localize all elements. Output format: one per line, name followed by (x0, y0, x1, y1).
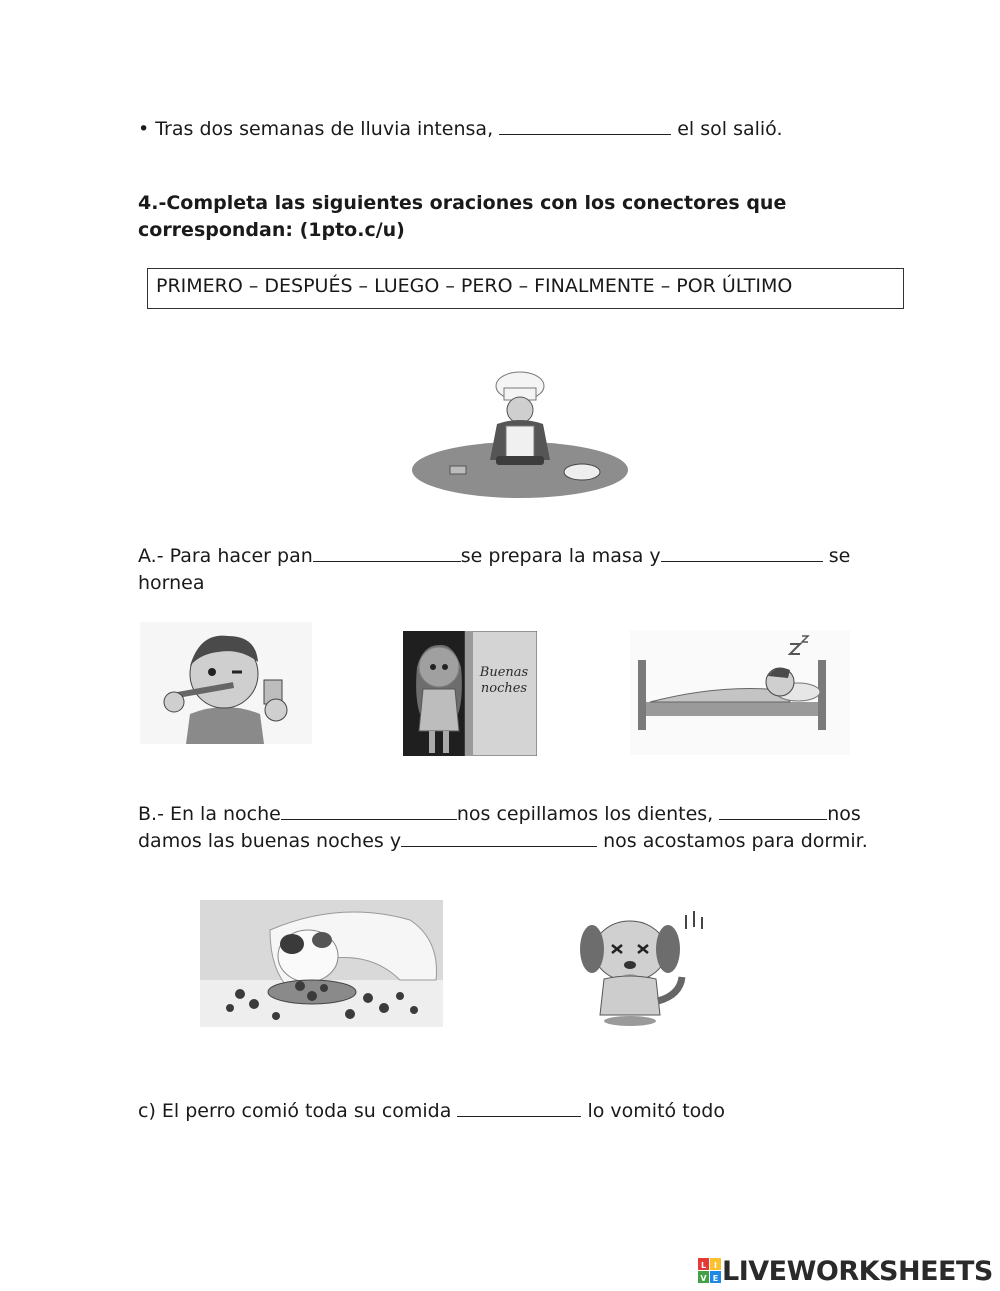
answer-blank-c1[interactable] (457, 1098, 581, 1117)
live-blocks-icon (698, 1256, 722, 1286)
sentence-b: B.- En la noche nos cepillamos los dientes, nos (138, 803, 861, 825)
exercise-title: 4.-Completa las siguientes oraciones con los conectores que correspondan: (1pto.c/u) (138, 192, 787, 241)
girl-goodnight-image (403, 631, 537, 756)
bullet-sentence (138, 116, 783, 142)
svg-text:I: I (714, 1261, 717, 1270)
bullet-sentence-start: • Tras dos semanas de lluvia intensa, (138, 118, 494, 140)
answer-blank-1[interactable] (499, 116, 671, 135)
answer-blank-a2[interactable] (661, 543, 823, 562)
sentence-a-line2: hornea (138, 572, 205, 594)
baker-image (400, 360, 640, 505)
sick-dog-image (570, 905, 710, 1030)
svg-text:E: E (712, 1274, 719, 1283)
sentence-c: c) El perro comió toda su comida lo vomitó todo (138, 1100, 725, 1122)
bullet-sentence-end: el sol salió. (677, 118, 783, 140)
door-sign-text: Buenas noches (479, 665, 529, 696)
sentence-b-line2: damos las buenas noches y nos acostamos para dormir. (138, 830, 868, 852)
sentence-a: A.- Para hacer pan se prepara la masa y se (138, 545, 851, 567)
connectors-box (147, 268, 904, 309)
svg-text:L: L (700, 1261, 707, 1270)
connectors-list: PRIMERO – DESPUÉS – LUEGO – PERO – FINALMENTE – POR ÚLTIMO (156, 275, 793, 297)
answer-blank-b3[interactable] (401, 828, 597, 847)
answer-blank-b1[interactable] (281, 801, 457, 820)
brand-name: LIVEWORKSHEETS (722, 1255, 993, 1287)
answer-blank-b2[interactable] (719, 801, 827, 820)
answer-blank-a1[interactable] (313, 543, 461, 562)
liveworksheets-logo[interactable] (698, 1256, 993, 1286)
boy-brushing-teeth-image (140, 622, 312, 744)
child-sleeping-image (630, 630, 850, 755)
svg-text:V: V (700, 1274, 707, 1283)
dog-eating-image (200, 900, 443, 1027)
